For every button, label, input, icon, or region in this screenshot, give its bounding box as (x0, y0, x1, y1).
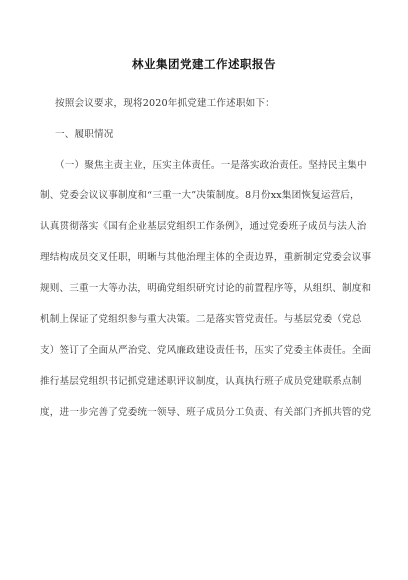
body-line: 理结构成员交叉任职，明晰与其他治理主体的全责边界，重新制定党委会议事 (40, 252, 372, 263)
body-line: 度，进一步完善了党委统一领导、班子成员分工负责、有关部门齐抓共管的党 (40, 407, 372, 418)
body-line: 推行基层党组织书记抓党建述职评议制度，认真执行班子成员党建联系点制 (40, 376, 362, 387)
body-line: （一）聚焦主责主业，压实主体责任。一是落实政治责任。坚持民主集中 (55, 160, 367, 171)
body-line: 支）签订了全面从严治党、党风廉政建设责任书，压实了党委主体责任。全面 (40, 345, 372, 356)
section-heading: 一、履职情况 (55, 129, 114, 140)
body-line: 机制上保证了党组织参与重大决策。二是落实管党责任。与基层党委（党总 (40, 314, 362, 325)
body-line: 认真贯彻落实《国有企业基层党组织工作条例》，通过党委班子成员与法人治 (40, 221, 367, 232)
body-line: 规则、三重一大等办法，明确党组织研究讨论的前置程序等，从组织、制度和 (40, 283, 372, 294)
intro-paragraph: 按照会议要求，现将2020年抓党建工作述职如下： (55, 98, 275, 109)
body-line: 制、党委会议议事制度和“三重一大”决策制度。8月份xx集团恢复运营后， (40, 190, 360, 201)
document-title: 林业集团党建工作述职报告 (132, 57, 276, 71)
